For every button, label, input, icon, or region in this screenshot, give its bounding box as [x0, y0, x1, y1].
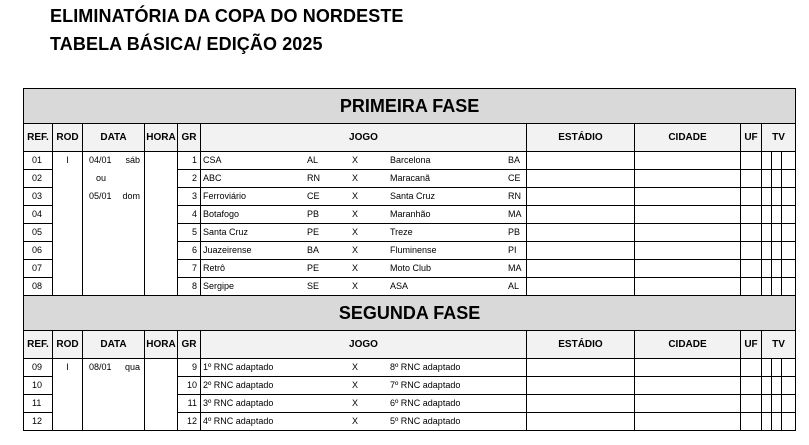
header-ref: REF.	[24, 331, 53, 359]
away-state: BA	[508, 155, 521, 165]
stadium-cell	[527, 206, 635, 224]
home-team: Juazeirense	[203, 245, 252, 255]
header-estadio: ESTÁDIO	[527, 331, 635, 359]
date-text: 04/01	[89, 155, 112, 166]
header-data: DATA	[83, 124, 145, 152]
home-team: Santa Cruz	[203, 227, 249, 237]
group-cell: 7	[178, 260, 201, 278]
header-estadio: ESTÁDIO	[527, 124, 635, 152]
tv-cell	[782, 260, 796, 278]
column-header-row	[24, 124, 796, 152]
tv-cell	[782, 242, 796, 260]
city-cell	[635, 206, 741, 224]
time-cell	[145, 224, 178, 242]
away-state: CE	[508, 173, 521, 183]
state-cell	[741, 188, 762, 206]
ref-cell: 02	[24, 170, 53, 188]
group-cell: 3	[178, 188, 201, 206]
home-team: Ferroviário	[203, 191, 247, 201]
header-cidade: CIDADE	[635, 331, 741, 359]
match-date	[83, 152, 145, 170]
versus-mark: X	[352, 398, 359, 408]
header-gr: GR	[178, 331, 201, 359]
match-date	[83, 260, 145, 278]
away-state: PI	[508, 245, 517, 255]
tv-cell	[772, 242, 782, 260]
match-date	[83, 413, 145, 431]
ref-cell: 01	[24, 152, 53, 170]
versus-mark: X	[352, 380, 359, 390]
group-cell: 12	[178, 413, 201, 431]
header-jogo: JOGO	[201, 124, 527, 152]
round-cell	[53, 395, 83, 413]
time-cell	[145, 206, 178, 224]
state-cell	[741, 413, 762, 431]
home-team: ABC	[203, 173, 222, 183]
header-cidade: CIDADE	[635, 124, 741, 152]
table-row	[24, 152, 796, 170]
stadium-cell	[527, 242, 635, 260]
versus-mark: X	[352, 227, 359, 237]
header-hora: HORA	[145, 331, 178, 359]
tv-cell	[772, 359, 782, 377]
state-cell	[741, 359, 762, 377]
weekday-text: sáb	[125, 155, 140, 166]
versus-mark: X	[352, 362, 359, 372]
table-row	[24, 413, 796, 431]
time-cell	[145, 170, 178, 188]
time-cell	[145, 242, 178, 260]
state-cell	[741, 395, 762, 413]
table-row	[24, 188, 796, 206]
away-team: 8º RNC adaptado	[390, 362, 461, 372]
time-cell	[145, 260, 178, 278]
match-date	[83, 242, 145, 260]
versus-mark: X	[352, 173, 359, 183]
away-team: Treze	[390, 227, 413, 237]
match-cell	[201, 170, 527, 188]
document-subtitle: TABELA BÁSICA/ EDIÇÃO 2025	[50, 34, 323, 54]
tv-cell	[782, 152, 796, 170]
table-row	[24, 206, 796, 224]
away-team: Fluminense	[390, 245, 437, 255]
match-date	[83, 188, 145, 206]
tv-cell	[782, 359, 796, 377]
ref-cell: 05	[24, 224, 53, 242]
ref-cell: 08	[24, 278, 53, 296]
away-team: Maracanã	[390, 173, 431, 183]
time-cell	[145, 395, 178, 413]
state-cell	[741, 377, 762, 395]
city-cell	[635, 260, 741, 278]
group-cell: 11	[178, 395, 201, 413]
ref-cell: 11	[24, 395, 53, 413]
group-cell: 2	[178, 170, 201, 188]
header-jogo: JOGO	[201, 331, 527, 359]
city-cell	[635, 152, 741, 170]
city-cell	[635, 413, 741, 431]
home-team: 4º RNC adaptado	[203, 416, 274, 426]
home-state: BA	[307, 245, 320, 255]
home-team: Botafogo	[203, 209, 240, 219]
match-date	[83, 206, 145, 224]
tv-cell	[762, 395, 772, 413]
versus-mark: X	[352, 416, 359, 426]
date-text: ou	[96, 173, 107, 183]
away-team: Moto Club	[390, 263, 432, 273]
tv-cell	[782, 395, 796, 413]
time-cell	[145, 359, 178, 377]
round-cell	[53, 242, 83, 260]
stadium-cell	[527, 278, 635, 296]
home-state: RN	[307, 173, 320, 183]
round-cell	[53, 224, 83, 242]
header-ref: REF.	[24, 124, 53, 152]
ref-cell: 03	[24, 188, 53, 206]
document-title: ELIMINATÓRIA DA COPA DO NORDESTE	[50, 6, 404, 26]
match-cell	[201, 152, 527, 170]
table-row	[24, 224, 796, 242]
table-row	[24, 395, 796, 413]
stadium-cell	[527, 224, 635, 242]
tv-cell	[762, 188, 772, 206]
tv-cell	[782, 206, 796, 224]
home-team: Retrô	[203, 263, 226, 273]
phase-title: PRIMEIRA FASE	[24, 89, 796, 124]
ref-cell: 06	[24, 242, 53, 260]
versus-mark: X	[352, 281, 359, 291]
round-cell	[53, 188, 83, 206]
match-cell	[201, 224, 527, 242]
home-team: 3º RNC adaptado	[203, 398, 274, 408]
column-header-row	[24, 331, 796, 359]
home-state: AL	[307, 155, 319, 165]
tv-cell	[782, 413, 796, 431]
versus-mark: X	[352, 209, 359, 219]
header-gr: GR	[178, 124, 201, 152]
state-cell	[741, 152, 762, 170]
away-state: MA	[508, 209, 522, 219]
home-state: PB	[307, 209, 320, 219]
tv-cell	[772, 260, 782, 278]
time-cell	[145, 278, 178, 296]
weekday-text: dom	[122, 191, 140, 201]
group-cell: 6	[178, 242, 201, 260]
state-cell	[741, 242, 762, 260]
date-text: 08/01	[89, 362, 112, 373]
weekday-text: qua	[124, 362, 140, 373]
tv-cell	[782, 170, 796, 188]
stadium-cell	[527, 413, 635, 431]
versus-mark: X	[352, 245, 359, 255]
city-cell	[635, 188, 741, 206]
header-data: DATA	[83, 331, 145, 359]
tv-cell	[762, 260, 772, 278]
city-cell	[635, 224, 741, 242]
match-date	[83, 377, 145, 395]
match-cell	[201, 206, 527, 224]
city-cell	[635, 395, 741, 413]
tv-cell	[772, 188, 782, 206]
match-cell	[201, 278, 527, 296]
tv-cell	[782, 377, 796, 395]
round-cell: I	[53, 359, 83, 377]
ref-cell: 07	[24, 260, 53, 278]
round-cell	[53, 260, 83, 278]
table-row	[24, 359, 796, 377]
header-uf: UF	[741, 124, 762, 152]
round-cell	[53, 377, 83, 395]
versus-mark: X	[352, 191, 359, 201]
stadium-cell	[527, 260, 635, 278]
match-date	[83, 359, 145, 377]
tv-cell	[772, 278, 782, 296]
match-cell	[201, 359, 527, 377]
tv-cell	[782, 224, 796, 242]
group-cell: 8	[178, 278, 201, 296]
state-cell	[741, 170, 762, 188]
stadium-cell	[527, 188, 635, 206]
match-cell	[201, 377, 527, 395]
away-team: Maranhão	[390, 209, 431, 219]
header-hora: HORA	[145, 124, 178, 152]
header-uf: UF	[741, 331, 762, 359]
table-row	[24, 278, 796, 296]
away-team: 5º RNC adaptado	[390, 416, 461, 426]
header-tv: TV	[762, 124, 796, 152]
ref-cell: 10	[24, 377, 53, 395]
ref-cell: 04	[24, 206, 53, 224]
time-cell	[145, 152, 178, 170]
home-team: Sergipe	[203, 281, 235, 291]
group-cell: 1	[178, 152, 201, 170]
match-cell	[201, 260, 527, 278]
away-team: 6º RNC adaptado	[390, 398, 461, 408]
match-cell	[201, 395, 527, 413]
group-cell: 4	[178, 206, 201, 224]
state-cell	[741, 224, 762, 242]
city-cell	[635, 242, 741, 260]
stadium-cell	[527, 395, 635, 413]
city-cell	[635, 278, 741, 296]
tv-cell	[762, 206, 772, 224]
tv-cell	[762, 359, 772, 377]
match-cell	[201, 188, 527, 206]
away-state: PB	[508, 227, 521, 237]
city-cell	[635, 170, 741, 188]
phase-title: SEGUNDA FASE	[24, 296, 796, 331]
table-row	[24, 170, 796, 188]
away-team: Santa Cruz	[390, 191, 436, 201]
home-team: 2º RNC adaptado	[203, 380, 274, 390]
phase-header-primeira	[24, 89, 796, 124]
round-cell	[53, 170, 83, 188]
match-date	[83, 170, 145, 188]
tv-cell	[772, 377, 782, 395]
home-state: PE	[307, 263, 320, 273]
away-state: AL	[508, 281, 520, 291]
tv-cell	[762, 170, 772, 188]
round-cell	[53, 206, 83, 224]
tv-cell	[762, 224, 772, 242]
away-state: RN	[508, 191, 521, 201]
group-cell: 9	[178, 359, 201, 377]
table-row	[24, 242, 796, 260]
group-cell: 10	[178, 377, 201, 395]
tv-cell	[772, 206, 782, 224]
city-cell	[635, 377, 741, 395]
tv-cell	[772, 413, 782, 431]
away-team: ASA	[390, 281, 409, 291]
stadium-cell	[527, 170, 635, 188]
header-rod: ROD	[53, 331, 83, 359]
table-row	[24, 377, 796, 395]
match-date	[83, 395, 145, 413]
ref-cell: 12	[24, 413, 53, 431]
round-cell	[53, 278, 83, 296]
match-date	[83, 224, 145, 242]
tv-cell	[782, 188, 796, 206]
phase-header-segunda	[24, 296, 796, 331]
tv-cell	[772, 152, 782, 170]
tv-cell	[772, 395, 782, 413]
round-cell: I	[53, 152, 83, 170]
state-cell	[741, 278, 762, 296]
stadium-cell	[527, 359, 635, 377]
away-team: Barcelona	[390, 155, 431, 165]
state-cell	[741, 206, 762, 224]
city-cell	[635, 359, 741, 377]
time-cell	[145, 377, 178, 395]
match-date	[83, 278, 145, 296]
home-state: PE	[307, 227, 320, 237]
tv-cell	[762, 278, 772, 296]
tv-cell	[772, 224, 782, 242]
tv-cell	[762, 152, 772, 170]
away-team: 7º RNC adaptado	[390, 380, 461, 390]
date-text: 05/01	[89, 191, 112, 201]
table-row	[24, 260, 796, 278]
ref-cell: 09	[24, 359, 53, 377]
versus-mark: X	[352, 263, 359, 273]
match-cell	[201, 413, 527, 431]
match-cell	[201, 242, 527, 260]
home-team: CSA	[203, 155, 222, 165]
tv-cell	[782, 278, 796, 296]
tv-cell	[762, 242, 772, 260]
home-team: 1º RNC adaptado	[203, 362, 274, 372]
tv-cell	[762, 413, 772, 431]
time-cell	[145, 188, 178, 206]
tv-cell	[762, 377, 772, 395]
state-cell	[741, 260, 762, 278]
tv-cell	[772, 170, 782, 188]
home-state: SE	[307, 281, 320, 291]
header-tv: TV	[762, 331, 796, 359]
stadium-cell	[527, 377, 635, 395]
time-cell	[145, 413, 178, 431]
header-rod: ROD	[53, 124, 83, 152]
stadium-cell	[527, 152, 635, 170]
home-state: CE	[307, 191, 320, 201]
schedule-table	[23, 88, 796, 431]
round-cell	[53, 413, 83, 431]
away-state: MA	[508, 263, 522, 273]
versus-mark: X	[352, 155, 359, 165]
group-cell: 5	[178, 224, 201, 242]
